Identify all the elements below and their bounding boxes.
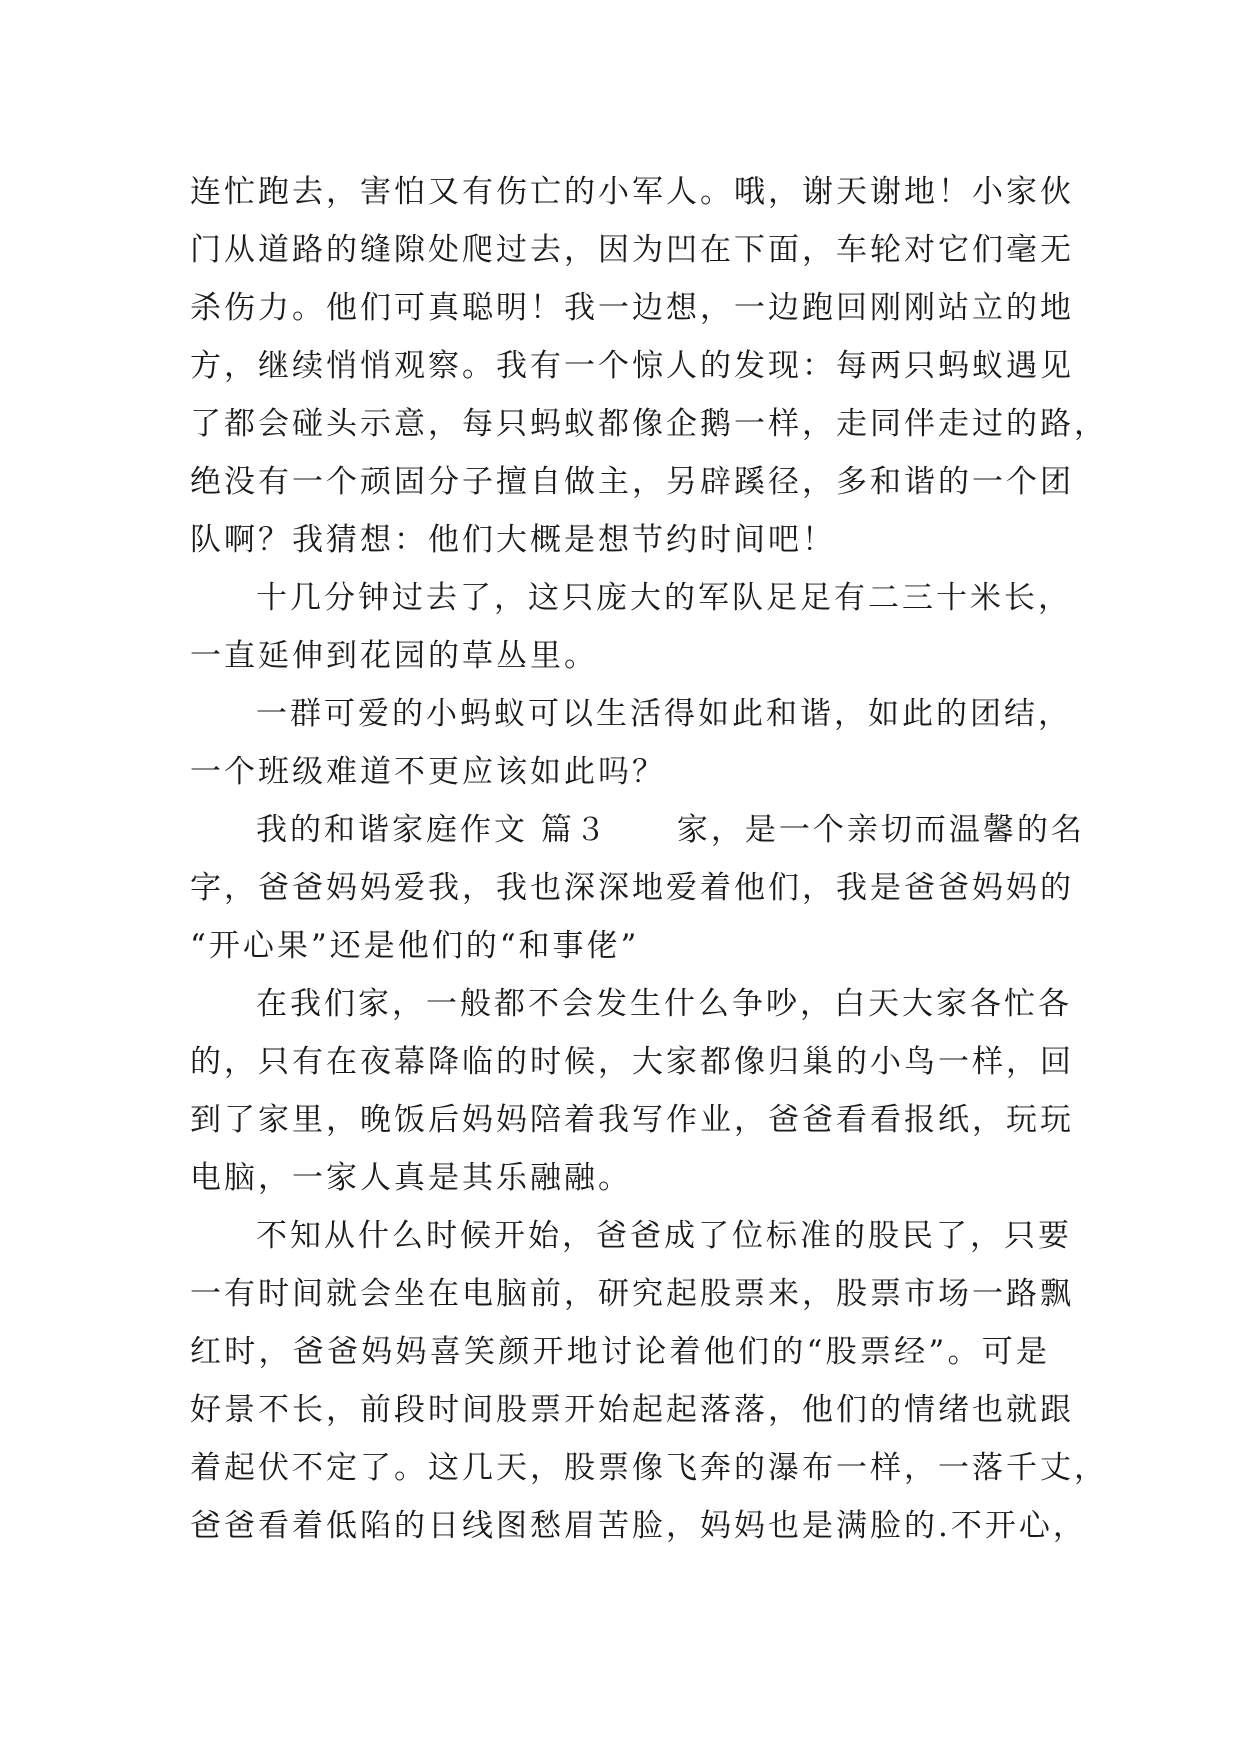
text-line: 了都会碰头示意，每只蚂蚁都像企鹅一样，走同伴走过的路， xyxy=(190,406,1108,442)
text-line: 着起伏不定了。这几天，股票像飞奔的瀑布一样，一落千丈， xyxy=(190,1450,1108,1486)
text-line: 一直延伸到花园的草丛里。 xyxy=(190,638,598,674)
text-line: 方，继续悄悄观察。我有一个惊人的发现：每两只蚂蚁遇见 xyxy=(190,348,1074,384)
text-line: 爸爸看着低陷的日线图愁眉苦脸，妈妈也是满脸的.不开心， xyxy=(190,1508,1087,1544)
text-line: 我的和谐家庭作文 篇３ 家，是一个亲切而温馨的名 xyxy=(256,812,1085,848)
text-line: 电脑，一家人真是其乐融融。 xyxy=(190,1160,632,1196)
text-line: 不知从什么时候开始，爸爸成了位标准的股民了，只要 xyxy=(256,1218,1072,1254)
text-line: 绝没有一个顽固分子擅自做主，另辟蹊径，多和谐的一个团 xyxy=(190,464,1074,500)
text-line: 好景不长，前段时间股票开始起起落落，他们的情绪也就跟 xyxy=(190,1392,1074,1428)
text-line: “开心果”还是他们的“和事佬” xyxy=(190,928,640,964)
text-line: 连忙跑去，害怕又有伤亡的小军人。哦，谢天谢地！小家伙 xyxy=(190,174,1074,210)
text-line: 门从道路的缝隙处爬过去，因为凹在下面，车轮对它们毫无 xyxy=(190,232,1074,268)
text-line: 红时，爸爸妈妈喜笑颜开地讨论着他们的“股票经”。可是 xyxy=(190,1334,1050,1370)
text-line: 杀伤力。他们可真聪明！我一边想，一边跑回刚刚站立的地 xyxy=(190,290,1074,326)
text-line: 队啊？我猜想：他们大概是想节约时间吧！ xyxy=(190,522,836,558)
text-line: 在我们家，一般都不会发生什么争吵，白天大家各忙各 xyxy=(256,986,1072,1022)
document-body xyxy=(190,163,1108,1555)
text-line: 一个班级难道不更应该如此吗？ xyxy=(190,754,666,790)
text-line: 的，只有在夜幕降临的时候，大家都像归巢的小鸟一样，回 xyxy=(190,1044,1074,1080)
text-line: 到了家里，晚饭后妈妈陪着我写作业，爸爸看看报纸，玩玩 xyxy=(190,1102,1074,1138)
text-line: 一群可爱的小蚂蚁可以生活得如此和谐，如此的团结， xyxy=(256,696,1072,732)
text-line: 十几分钟过去了，这只庞大的军队足足有二三十米长， xyxy=(256,580,1072,616)
text-line: 字，爸爸妈妈爱我，我也深深地爱着他们，我是爸爸妈妈的 xyxy=(190,870,1074,906)
text-line: 一有时间就会坐在电脑前，研究起股票来，股票市场一路飘 xyxy=(190,1276,1074,1312)
